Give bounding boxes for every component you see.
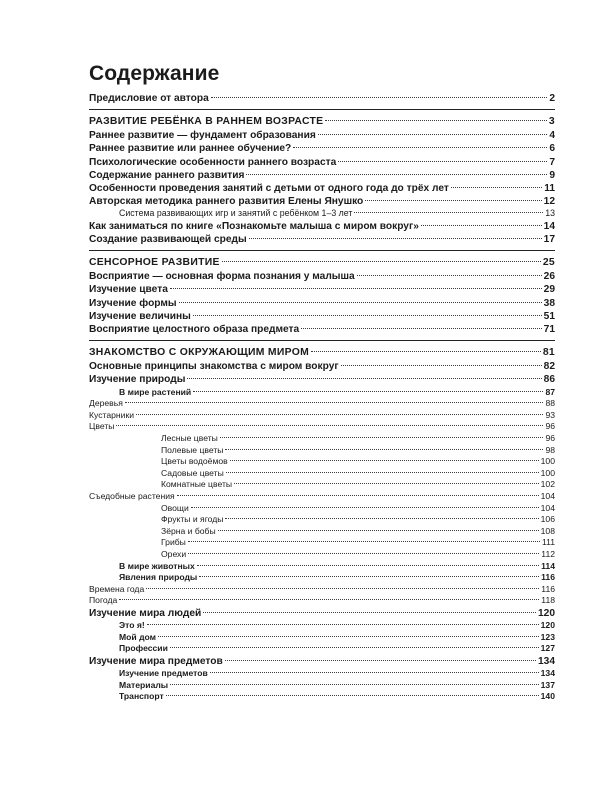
toc-entry-title: Изучение формы	[89, 297, 177, 309]
toc-entry-page: 104	[540, 490, 555, 501]
toc-entry-title: В мире животных	[119, 560, 195, 571]
toc-entry-title: Лесные цветы	[161, 432, 218, 443]
toc-entry-title: Восприятие — основная форма познания у малыша	[89, 271, 355, 283]
toc-entry[interactable]	[89, 620, 555, 632]
toc-entry-page: 112	[541, 548, 555, 559]
toc-entry-title: Полевые цветы	[161, 444, 224, 455]
dot-leader	[225, 518, 538, 519]
toc-entry-page: 71	[543, 324, 555, 336]
dot-leader	[188, 553, 539, 554]
toc-entry-page: 120	[540, 620, 555, 631]
toc-entry[interactable]	[89, 398, 555, 410]
toc-entry-page: 81	[542, 347, 555, 359]
toc-entry[interactable]	[89, 632, 555, 644]
toc-entry-page: 38	[543, 297, 555, 309]
toc-entry-page: 17	[543, 234, 555, 246]
toc-entry-page: 11	[544, 182, 555, 194]
toc-entry[interactable]	[89, 129, 555, 142]
dot-leader	[246, 174, 547, 175]
dot-leader	[318, 134, 548, 135]
toc-entry[interactable]	[89, 595, 555, 607]
toc-entry[interactable]	[89, 270, 555, 283]
dot-leader	[119, 599, 539, 600]
toc-entry[interactable]	[89, 220, 555, 233]
toc-entry-title: Транспорт	[119, 691, 164, 702]
toc-entry-title: Содержание раннего развития	[89, 169, 245, 181]
dot-leader	[301, 328, 541, 329]
dot-leader	[354, 212, 543, 213]
toc-entry-title: Явления природы	[119, 572, 198, 583]
toc-entry[interactable]	[89, 142, 555, 155]
toc-entry-title: Комнатные цветы	[161, 479, 233, 490]
toc-entry[interactable]	[89, 668, 555, 680]
toc-entry-title: Раннее развитие или раннее обучение?	[89, 143, 292, 155]
dot-leader	[226, 472, 539, 473]
toc-entry[interactable]	[89, 503, 555, 515]
toc-entry[interactable]	[89, 256, 555, 270]
toc-entry[interactable]	[89, 572, 555, 584]
toc-entry[interactable]	[89, 468, 555, 480]
toc-entry-title: Авторская методика раннего развития Елены Янушко	[89, 196, 364, 208]
toc-entry[interactable]	[89, 297, 555, 310]
toc-entry-page: 2	[549, 93, 555, 104]
toc-entry-page: 51	[543, 310, 555, 322]
toc-entry-title: ЗНАКОМСТВО С ОКРУЖАЮЩИМ МИРОМ	[89, 347, 310, 359]
toc-entry[interactable]	[89, 373, 555, 386]
toc-entry[interactable]	[89, 433, 555, 445]
dot-leader	[170, 684, 539, 685]
dot-leader	[187, 378, 541, 379]
toc-entry-title: Кустарники	[89, 409, 135, 420]
dot-leader	[166, 695, 539, 696]
dot-leader	[193, 391, 543, 392]
toc-entry-title: СЕНСОРНОЕ РАЗВИТИЕ	[89, 257, 220, 269]
toc-entry-title: Изучение природы	[89, 374, 186, 386]
toc-entry-title: Времена года	[89, 583, 145, 594]
toc-entry[interactable]	[89, 115, 555, 129]
toc-entry-title: Основные принципы знакомства с миром вокруг	[89, 361, 339, 373]
toc-entry-title: Мой дом	[119, 631, 157, 642]
dot-leader	[136, 414, 543, 415]
toc-entry[interactable]	[89, 456, 555, 468]
toc-entry[interactable]	[89, 691, 555, 703]
toc-entry[interactable]	[89, 514, 555, 526]
toc-entry-title: Деревья	[89, 398, 123, 409]
toc-entry-page: 6	[549, 143, 555, 155]
toc-entry-title: Зёрна и бобы	[161, 525, 216, 536]
toc-entry-page: 100	[540, 467, 555, 478]
toc-entry-page: 96	[545, 421, 555, 432]
toc-entry-title: Фрукты и ягоды	[161, 514, 224, 525]
toc-entry-title: Изучение предметов	[119, 668, 208, 679]
toc-entry-page: 14	[543, 220, 555, 232]
dot-leader	[293, 147, 547, 148]
dot-leader	[230, 460, 539, 461]
toc-entry[interactable]	[89, 584, 555, 596]
toc-entry-page: 98	[545, 444, 555, 455]
toc-entry-title: Съедобные растения	[89, 490, 175, 501]
toc-entry[interactable]	[89, 233, 555, 246]
toc-entry[interactable]	[89, 169, 555, 182]
toc-entry[interactable]	[89, 526, 555, 538]
dot-leader	[365, 200, 541, 201]
toc-entry-page: 96	[545, 432, 555, 443]
toc-entry[interactable]	[89, 360, 555, 373]
toc-entry[interactable]	[89, 680, 555, 692]
toc-entry-title: Изучение цвета	[89, 284, 168, 296]
toc-entry-title: РАЗВИТИЕ РЕБЁНКА В РАННЕМ ВОЗРАСТЕ	[89, 116, 324, 128]
toc-entry-title: Раннее развитие — фундамент образования	[89, 130, 316, 142]
toc-entry-page: 111	[541, 537, 555, 548]
toc-entry[interactable]	[89, 445, 555, 457]
dot-leader	[193, 315, 542, 316]
dot-leader	[421, 225, 542, 226]
dot-leader	[203, 612, 536, 613]
toc-entry-page: 86	[543, 374, 555, 386]
toc-entry[interactable]	[89, 346, 555, 360]
toc-entry-title: Садовые цветы	[161, 467, 224, 478]
toc-entry-page: 100	[540, 456, 555, 467]
dot-leader	[147, 624, 539, 625]
toc-entry-page: 7	[549, 156, 555, 168]
toc-entry-title: Овощи	[161, 502, 189, 513]
dot-leader	[341, 365, 542, 366]
toc-entry[interactable]	[89, 655, 555, 668]
toc-entry-page: 29	[543, 284, 555, 296]
dot-leader	[225, 449, 543, 450]
dot-leader	[199, 576, 539, 577]
dot-leader	[218, 530, 539, 531]
toc-entry-page: 93	[545, 409, 555, 420]
toc-entry[interactable]	[89, 479, 555, 491]
dot-leader	[211, 97, 548, 98]
toc-entry[interactable]	[89, 92, 555, 105]
toc-entry-page: 104	[540, 502, 555, 513]
toc-entry-page: 134	[538, 655, 555, 667]
toc-entry-page: 118	[541, 595, 555, 606]
dot-leader	[125, 402, 544, 403]
toc-entry[interactable]	[89, 421, 555, 433]
toc-entry[interactable]	[89, 283, 555, 296]
toc-entry-title: Цветы	[89, 421, 115, 432]
toc-entry[interactable]	[89, 643, 555, 655]
toc-entry-page: 26	[543, 271, 555, 283]
toc-entry-page: 13	[545, 208, 555, 219]
toc-entry-page: 137	[540, 679, 555, 690]
toc-entry-title: Восприятие целостного образа предмета	[89, 324, 300, 336]
dot-leader	[146, 588, 539, 589]
toc-entry-title: Изучение мира людей	[89, 607, 202, 619]
toc-entry-page: 116	[541, 572, 555, 583]
toc-entry[interactable]	[89, 410, 555, 422]
toc-entry-page: 9	[549, 169, 555, 181]
toc-entry[interactable]	[89, 208, 555, 220]
toc-entry[interactable]	[89, 156, 555, 169]
toc-entry-page: 4	[549, 130, 555, 142]
toc-entry-title: Материалы	[119, 679, 169, 690]
dot-leader	[234, 483, 539, 484]
toc-entry-title: Орехи	[161, 548, 187, 559]
section-divider	[89, 250, 555, 251]
toc-entry-title: Погода	[89, 595, 118, 606]
toc-entry[interactable]	[89, 537, 555, 549]
toc-entry-page: 108	[540, 525, 555, 536]
toc-entry-page: 116	[541, 583, 555, 594]
toc-entry-title: Это я!	[119, 620, 145, 631]
toc-entry-page: 134	[540, 668, 555, 679]
toc-entry-title: Изучение мира предметов	[89, 655, 223, 667]
toc-entry-page: 123	[540, 631, 555, 642]
toc-entry[interactable]	[89, 182, 555, 195]
toc-entry-title: Особенности проведения занятий с детьми от одного года до трёх лет	[89, 182, 449, 194]
toc-entry[interactable]	[89, 310, 555, 323]
dot-leader	[191, 507, 539, 508]
toc-entry[interactable]	[89, 549, 555, 561]
dot-leader	[249, 238, 542, 239]
toc-entry-title: Профессии	[119, 643, 168, 654]
dot-leader	[116, 425, 543, 426]
toc-entry-title: Цветы водоёмов	[161, 456, 228, 467]
toc-entry-title: Изучение величины	[89, 310, 191, 322]
dot-leader	[170, 288, 542, 289]
toc-entry-title: Предисловие от автора	[89, 93, 209, 104]
toc-entry-page: 12	[543, 196, 555, 208]
toc-entry-page: 120	[538, 607, 555, 619]
toc-entry-title: Создание развивающей среды	[89, 234, 247, 246]
toc-entry-page: 25	[542, 257, 555, 269]
section-divider	[89, 340, 555, 341]
dot-leader	[170, 647, 539, 648]
toc-entry-page: 82	[543, 361, 555, 373]
table-of-contents	[89, 92, 555, 703]
toc-entry-page: 140	[540, 691, 555, 702]
dot-leader	[197, 565, 539, 566]
toc-entry[interactable]	[89, 195, 555, 208]
toc-entry-page: 127	[540, 643, 555, 654]
toc-entry-page: 106	[540, 514, 555, 525]
dot-leader	[210, 672, 539, 673]
dot-leader	[311, 351, 541, 352]
toc-entry[interactable]	[89, 323, 555, 336]
toc-entry-title: В мире растений	[119, 386, 192, 397]
toc-entry-page: 87	[545, 386, 555, 397]
toc-entry-title: Система развивающих игр и занятий с ребёнком 1–3 лет	[119, 208, 353, 219]
dot-leader	[357, 275, 542, 276]
toc-entry-page: 102	[540, 479, 555, 490]
dot-leader	[325, 120, 547, 121]
dot-leader	[222, 261, 541, 262]
toc-entry[interactable]	[89, 561, 555, 573]
toc-entry-title: Психологические особенности раннего возраста	[89, 156, 337, 168]
toc-entry-title: Грибы	[161, 537, 186, 548]
dot-leader	[179, 302, 542, 303]
toc-entry[interactable]	[89, 491, 555, 503]
toc-entry[interactable]	[89, 387, 555, 399]
dot-leader	[158, 636, 539, 637]
toc-entry[interactable]	[89, 607, 555, 620]
toc-entry-page: 114	[541, 560, 555, 571]
dot-leader	[177, 495, 539, 496]
dot-leader	[225, 660, 536, 661]
dot-leader	[220, 437, 544, 438]
page-title: Содержание	[89, 62, 220, 85]
dot-leader	[451, 187, 542, 188]
toc-entry-title: Как заниматься по книге «Познакомьте малыша с миром вокруг»	[89, 220, 419, 232]
toc-entry-page: 88	[545, 398, 555, 409]
toc-entry-page: 3	[548, 116, 555, 128]
dot-leader	[188, 541, 540, 542]
dot-leader	[338, 161, 547, 162]
section-divider	[89, 109, 555, 110]
